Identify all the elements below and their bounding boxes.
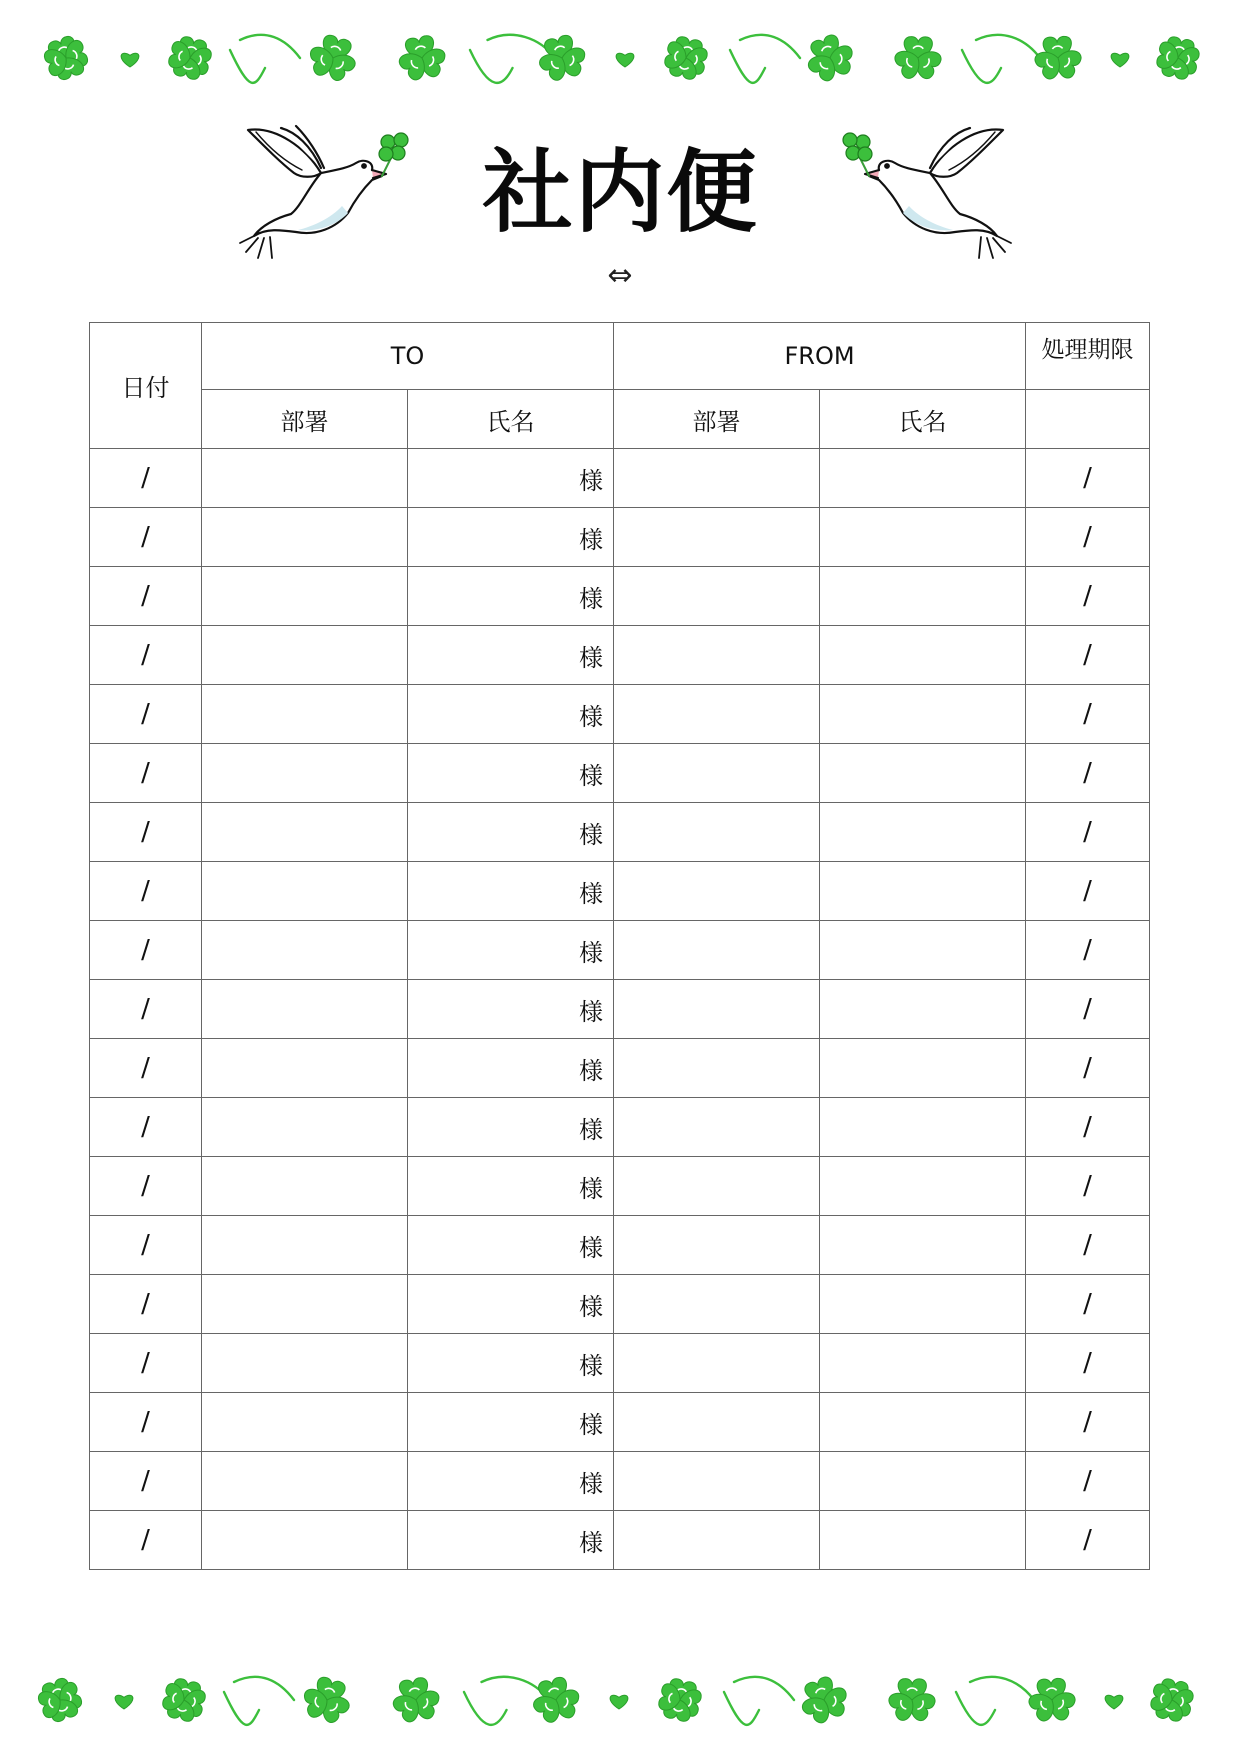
from-department-cell[interactable] xyxy=(614,1275,820,1334)
clover-icon xyxy=(34,1674,85,1725)
to-name-cell[interactable]: 様 xyxy=(408,685,614,744)
clover-vine-border-icon xyxy=(0,1648,1241,1758)
date-cell[interactable]: / xyxy=(90,626,202,685)
deadline-cell[interactable]: / xyxy=(1026,1275,1150,1334)
to-header: TO xyxy=(202,323,614,390)
to-name-cell[interactable]: 様 xyxy=(408,1216,614,1275)
table-row xyxy=(90,449,1150,508)
to-name-cell[interactable]: 様 xyxy=(408,1334,614,1393)
to-name-cell[interactable]: 様 xyxy=(408,980,614,1039)
date-cell[interactable]: / xyxy=(90,508,202,567)
clover-icon xyxy=(302,30,364,87)
clover-icon xyxy=(393,33,451,85)
small-heart-leaf-icon xyxy=(1105,1695,1123,1709)
from-name-cell[interactable] xyxy=(820,1039,1026,1098)
small-heart-leaf-icon xyxy=(115,1695,133,1709)
from-name-cell[interactable] xyxy=(820,980,1026,1039)
to-name-cell[interactable]: 様 xyxy=(408,1393,614,1452)
clover-icon xyxy=(1031,35,1084,82)
to-name-cell[interactable]: 様 xyxy=(408,744,614,803)
vine-icon xyxy=(724,1677,794,1725)
to-department-cell[interactable] xyxy=(202,1452,408,1511)
deadline-cell[interactable]: / xyxy=(1026,1098,1150,1157)
date-cell[interactable]: / xyxy=(90,744,202,803)
date-cell[interactable]: / xyxy=(90,685,202,744)
from-department-cell[interactable] xyxy=(614,1452,820,1511)
to-department-cell[interactable] xyxy=(202,980,408,1039)
top-clover-border xyxy=(0,0,1241,110)
to-department-cell[interactable] xyxy=(202,508,408,567)
table-body xyxy=(90,449,1150,1570)
from-name-cell[interactable] xyxy=(820,1452,1026,1511)
mail-log-table xyxy=(89,322,1150,1570)
date-cell[interactable]: / xyxy=(90,1511,202,1570)
from-name-cell[interactable] xyxy=(820,1334,1026,1393)
table-row xyxy=(90,1334,1150,1393)
to-department-cell[interactable] xyxy=(202,626,408,685)
from-department-cell[interactable] xyxy=(614,862,820,921)
clover-icon xyxy=(1148,1676,1196,1724)
table-row xyxy=(90,921,1150,980)
to-name-cell[interactable]: 様 xyxy=(408,626,614,685)
from-name-cell[interactable] xyxy=(820,1511,1026,1570)
to-name-cell[interactable]: 様 xyxy=(408,567,614,626)
small-heart-leaf-icon xyxy=(1111,53,1129,67)
date-cell[interactable]: / xyxy=(90,1452,202,1511)
clover-icon xyxy=(387,1675,445,1727)
to-name-cell[interactable]: 様 xyxy=(408,449,614,508)
table-row xyxy=(90,803,1150,862)
to-department-cell[interactable] xyxy=(202,1275,408,1334)
to-department-cell[interactable] xyxy=(202,685,408,744)
clover-icon xyxy=(662,34,710,82)
from-name-cell[interactable] xyxy=(820,1393,1026,1452)
date-cell[interactable]: / xyxy=(90,980,202,1039)
to-name-cell[interactable]: 様 xyxy=(408,1275,614,1334)
clover-icon xyxy=(656,1676,704,1724)
from-name-cell[interactable] xyxy=(820,1157,1026,1216)
from-name-cell[interactable] xyxy=(820,449,1026,508)
to-department-cell[interactable] xyxy=(202,1216,408,1275)
from-name-cell[interactable] xyxy=(820,508,1026,567)
to-name-cell[interactable]: 様 xyxy=(408,1039,614,1098)
dove-with-clover-icon xyxy=(236,118,421,268)
title-area xyxy=(0,110,1241,310)
from-department-cell[interactable] xyxy=(614,980,820,1039)
date-cell[interactable]: / xyxy=(90,567,202,626)
table-row xyxy=(90,1098,1150,1157)
vine-icon xyxy=(730,35,800,83)
to-department-cell[interactable] xyxy=(202,862,408,921)
deadline-cell[interactable]: / xyxy=(1026,508,1150,567)
to-name-cell[interactable]: 様 xyxy=(408,1098,614,1157)
clover-icon xyxy=(296,1672,358,1729)
table-row xyxy=(90,626,1150,685)
from-department-cell[interactable] xyxy=(614,1098,820,1157)
clover-icon xyxy=(166,34,215,83)
deadline-cell[interactable]: / xyxy=(1026,862,1150,921)
deadline-header: 処理期限 xyxy=(1026,323,1150,390)
to-department-cell[interactable] xyxy=(202,1098,408,1157)
date-cell[interactable]: / xyxy=(90,1157,202,1216)
bottom-clover-border xyxy=(0,1648,1241,1758)
from-name-cell[interactable] xyxy=(820,626,1026,685)
date-cell[interactable]: / xyxy=(90,449,202,508)
header-row xyxy=(90,323,1150,390)
clover-icon xyxy=(40,32,91,83)
from-name-cell[interactable] xyxy=(820,921,1026,980)
small-heart-leaf-icon xyxy=(121,53,139,67)
deadline-cell[interactable]: / xyxy=(1026,980,1150,1039)
from-header: FROM xyxy=(614,323,1026,390)
to-department-cell[interactable] xyxy=(202,1334,408,1393)
to-name-cell[interactable]: 様 xyxy=(408,862,614,921)
subheader-row xyxy=(90,390,1150,449)
from-department-cell[interactable] xyxy=(614,1511,820,1570)
from-name-cell[interactable] xyxy=(820,685,1026,744)
from-department-header: 部署 xyxy=(614,390,820,449)
swap-arrow-icon: ⇔ xyxy=(607,258,633,293)
date-cell[interactable]: / xyxy=(90,1393,202,1452)
from-department-cell[interactable] xyxy=(614,1039,820,1098)
from-name-cell[interactable] xyxy=(820,803,1026,862)
date-cell[interactable]: / xyxy=(90,1216,202,1275)
table-row xyxy=(90,1039,1150,1098)
table-row xyxy=(90,1216,1150,1275)
to-department-cell[interactable] xyxy=(202,744,408,803)
vine-icon xyxy=(224,1677,294,1725)
from-name-cell[interactable] xyxy=(820,1275,1026,1334)
to-department-cell[interactable] xyxy=(202,1157,408,1216)
from-department-cell[interactable] xyxy=(614,1216,820,1275)
to-name-cell[interactable]: 様 xyxy=(408,803,614,862)
vine-icon xyxy=(956,1677,1034,1725)
clover-icon xyxy=(886,1678,938,1723)
table-row xyxy=(90,980,1150,1039)
deadline-cell[interactable]: / xyxy=(1026,744,1150,803)
to-name-cell[interactable]: 様 xyxy=(408,1452,614,1511)
to-department-cell[interactable] xyxy=(202,803,408,862)
clover-icon xyxy=(526,1673,586,1728)
from-department-cell[interactable] xyxy=(614,921,820,980)
date-cell[interactable]: / xyxy=(90,921,202,980)
to-department-cell[interactable] xyxy=(202,921,408,980)
from-department-cell[interactable] xyxy=(614,508,820,567)
table-row xyxy=(90,1511,1150,1570)
deadline-cell[interactable]: / xyxy=(1026,1157,1150,1216)
deadline-cell[interactable]: / xyxy=(1026,567,1150,626)
deadline-subheader xyxy=(1026,390,1150,449)
table-row xyxy=(90,862,1150,921)
deadline-cell[interactable]: / xyxy=(1026,1452,1150,1511)
deadline-cell[interactable]: / xyxy=(1026,685,1150,744)
from-name-header: 氏名 xyxy=(820,390,1026,449)
clover-icon xyxy=(892,36,944,81)
clover-icon xyxy=(792,1671,856,1731)
table-row xyxy=(90,567,1150,626)
to-name-header: 氏名 xyxy=(408,390,614,449)
deadline-cell[interactable]: / xyxy=(1026,921,1150,980)
table-row xyxy=(90,1393,1150,1452)
from-name-cell[interactable] xyxy=(820,1098,1026,1157)
dove-with-clover-icon xyxy=(830,118,1015,268)
page-title: 社内便 xyxy=(482,140,759,245)
to-name-cell[interactable]: 様 xyxy=(408,1511,614,1570)
from-department-cell[interactable] xyxy=(614,1157,820,1216)
deadline-cell[interactable]: / xyxy=(1026,1216,1150,1275)
from-department-cell[interactable] xyxy=(614,567,820,626)
table-row xyxy=(90,685,1150,744)
deadline-cell[interactable]: / xyxy=(1026,1334,1150,1393)
clover-icon xyxy=(532,31,592,86)
deadline-cell[interactable]: / xyxy=(1026,1511,1150,1570)
clover-icon xyxy=(1154,34,1202,82)
to-name-cell[interactable]: 様 xyxy=(408,508,614,567)
deadline-cell[interactable]: / xyxy=(1026,1393,1150,1452)
deadline-cell[interactable]: / xyxy=(1026,803,1150,862)
to-department-cell[interactable] xyxy=(202,1511,408,1570)
to-department-cell[interactable] xyxy=(202,567,408,626)
from-department-cell[interactable] xyxy=(614,803,820,862)
date-cell[interactable]: / xyxy=(90,1098,202,1157)
clover-icon xyxy=(1025,1677,1078,1724)
table-row xyxy=(90,508,1150,567)
from-department-cell[interactable] xyxy=(614,685,820,744)
from-department-cell[interactable] xyxy=(614,1334,820,1393)
date-cell[interactable]: / xyxy=(90,1039,202,1098)
vine-icon xyxy=(962,35,1040,83)
vine-icon xyxy=(230,35,300,83)
clover-vine-border-icon xyxy=(0,0,1241,110)
table-row xyxy=(90,1452,1150,1511)
from-department-cell[interactable] xyxy=(614,1393,820,1452)
from-name-cell[interactable] xyxy=(820,567,1026,626)
from-department-cell[interactable] xyxy=(614,449,820,508)
small-heart-leaf-icon xyxy=(616,53,634,67)
from-name-cell[interactable] xyxy=(820,862,1026,921)
table-row xyxy=(90,1275,1150,1334)
from-department-cell[interactable] xyxy=(614,626,820,685)
from-name-cell[interactable] xyxy=(820,1216,1026,1275)
date-cell[interactable]: / xyxy=(90,1275,202,1334)
from-department-cell[interactable] xyxy=(614,744,820,803)
small-heart-leaf-icon xyxy=(610,1695,628,1709)
date-cell[interactable]: / xyxy=(90,803,202,862)
to-department-cell[interactable] xyxy=(202,1393,408,1452)
clover-icon xyxy=(798,29,862,89)
table-row xyxy=(90,1157,1150,1216)
from-name-cell[interactable] xyxy=(820,744,1026,803)
clover-icon xyxy=(160,1676,209,1725)
deadline-cell[interactable]: / xyxy=(1026,449,1150,508)
table-row xyxy=(90,744,1150,803)
deadline-cell[interactable]: / xyxy=(1026,626,1150,685)
deadline-cell[interactable]: / xyxy=(1026,1039,1150,1098)
to-name-cell[interactable]: 様 xyxy=(408,1157,614,1216)
to-name-cell[interactable]: 様 xyxy=(408,921,614,980)
to-department-cell[interactable] xyxy=(202,1039,408,1098)
date-cell[interactable]: / xyxy=(90,862,202,921)
to-department-header: 部署 xyxy=(202,390,408,449)
date-cell[interactable]: / xyxy=(90,1334,202,1393)
date-header: 日付 xyxy=(90,323,202,449)
to-department-cell[interactable] xyxy=(202,449,408,508)
